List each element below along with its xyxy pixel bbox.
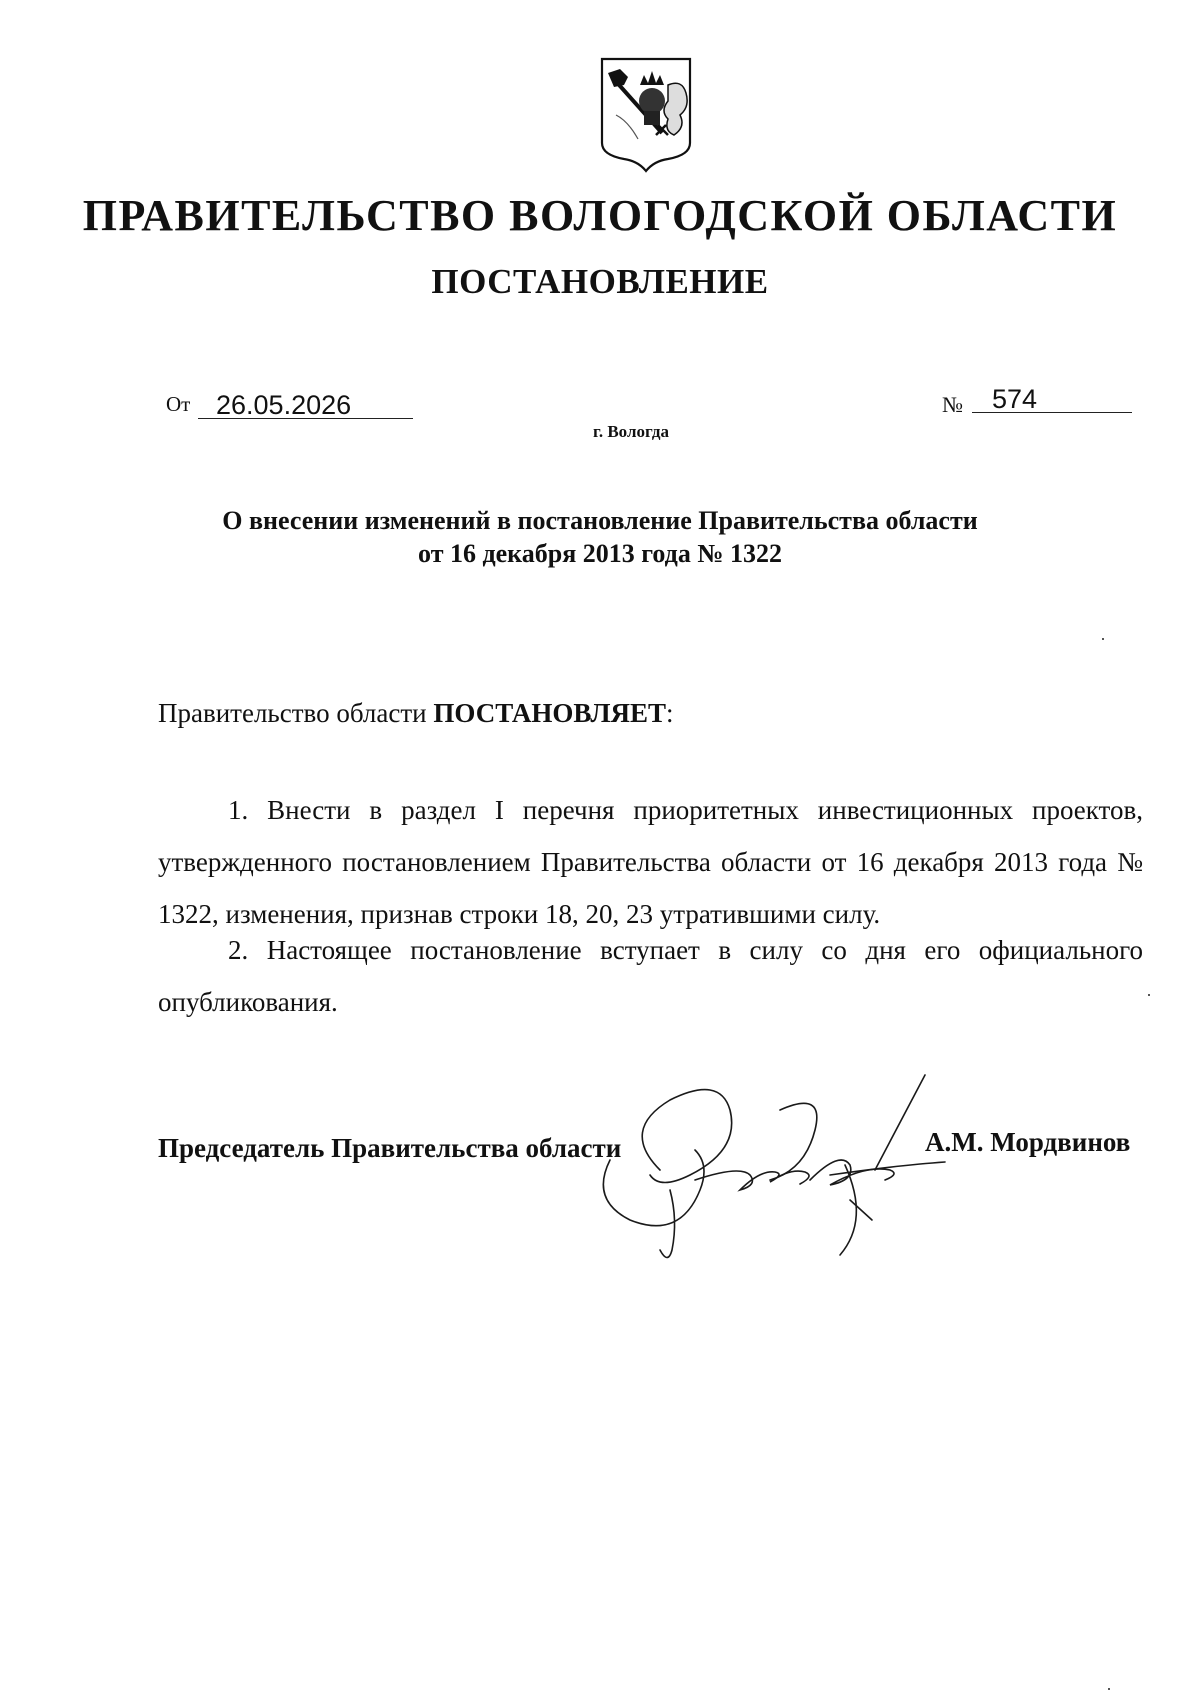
document-number: 574 [992,384,1038,414]
scan-artifact [1108,1688,1110,1690]
signatory-name: А.М. Мордвинов [925,1127,1131,1157]
paragraph-2: 2. Настоящее постановление вступает в силу со дня его официального опубликования. [158,935,1143,1017]
date-underline [198,418,413,419]
date-label: От [166,392,191,416]
handwritten-signature-icon [600,1070,970,1270]
decree-colon: : [665,698,674,728]
scan-artifact [1148,994,1150,996]
scan-artifact [1102,638,1104,640]
number-label: № [942,392,963,417]
subject-line-1: О внесении изменений в постановление Правительства области [222,506,978,535]
document-subject [0,504,1200,570]
document-date: 26.05.2026 [216,390,352,420]
decree-verb: ПОСТАНОВЛЯЕТ [433,698,666,728]
number-underline [972,412,1132,413]
organization-title: ПРАВИТЕЛЬСТВО ВОЛОГОДСКОЙ ОБЛАСТИ [82,191,1118,240]
signatory-position: Председатель Правительства области [158,1133,622,1163]
subject-line-2: от 16 декабря 2013 года № 1322 [418,539,782,568]
decree-statement [158,698,674,729]
document-type: ПОСТАНОВЛЕНИЕ [431,262,769,301]
decree-intro: Правительство области [158,698,434,728]
vologda-coat-of-arms-icon [598,55,694,173]
document-city: г. Вологда [593,422,669,441]
paragraph-1: 1. Внести в раздел I перечня приоритетных инвестиционных проектов, утвержденного постановлением Правительства области от 16 декабря 2013 года № 1322, изменения, признав строки 18, 20, 23 утратившими силу. [158,795,1143,929]
